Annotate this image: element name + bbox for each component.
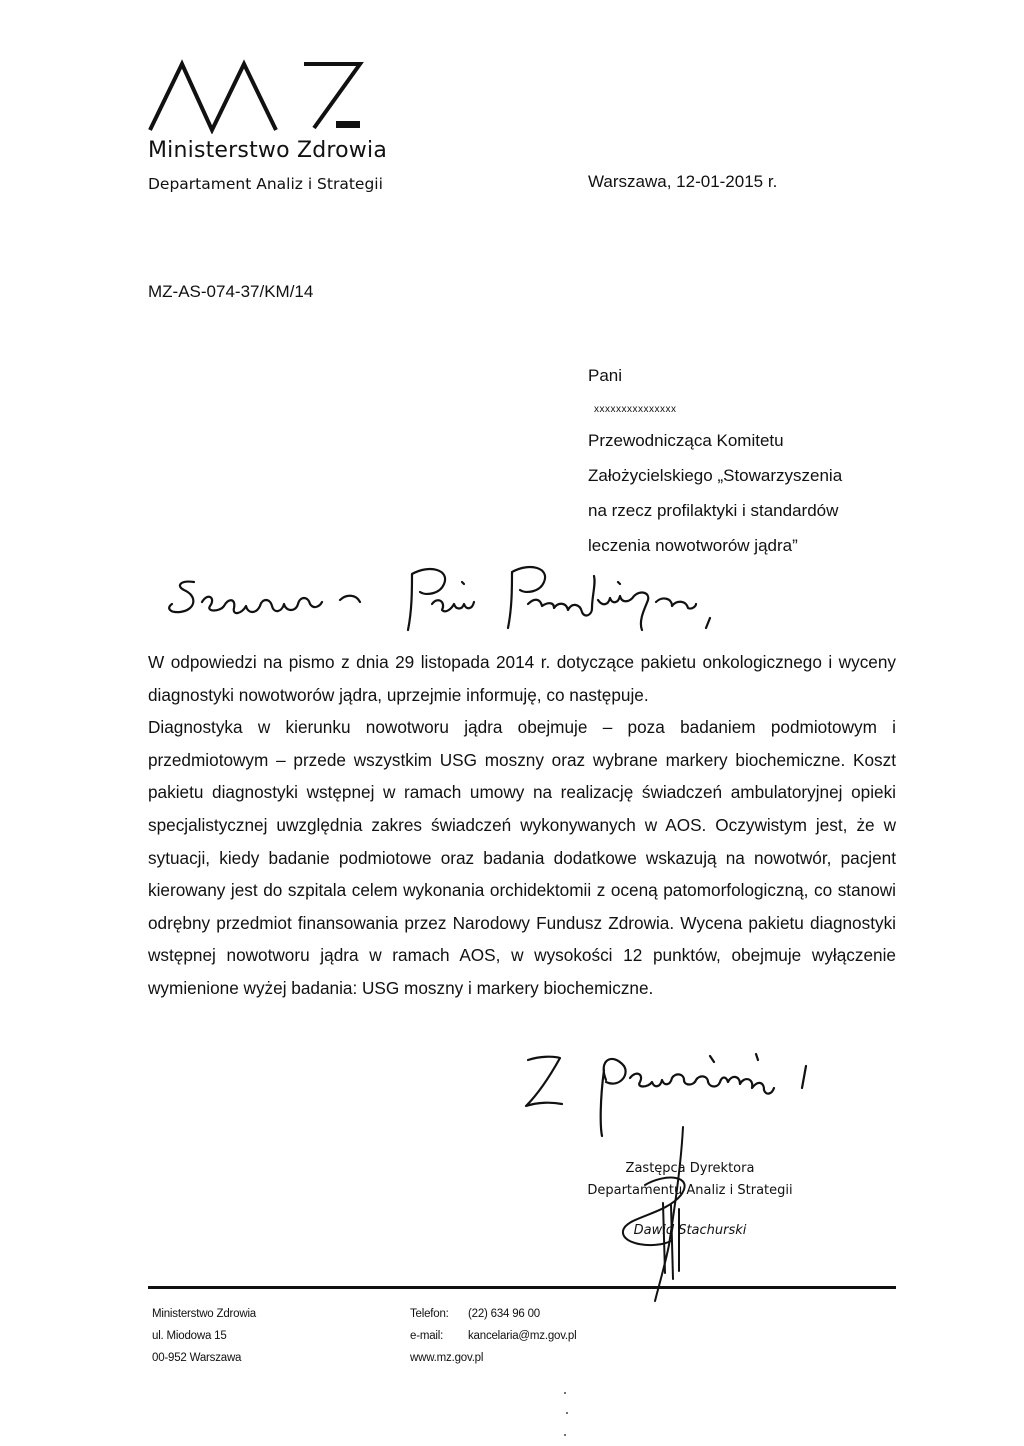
handwritten-salutation (150, 560, 790, 640)
ministry-logo (148, 58, 368, 134)
recipient-line: Przewodnicząca Komitetu (588, 431, 784, 450)
footer-street: ul. Miodowa 15 (152, 1330, 227, 1342)
body-paragraph-1: W odpowiedzi na pismo z dnia 29 listopada 2014 r. dotyczące pakietu onkologicznego i wyceny diagnostyki nowotworów jądra, uprzejmie informuję, co następuje. (148, 652, 896, 705)
signatory-name: Dawid Stachurski (633, 1223, 747, 1238)
reference-number: MZ-AS-074-37/KM/14 (148, 282, 314, 301)
recipient-line: Założycielskiego „Stowarzyszenia (588, 466, 843, 485)
ministry-name: Ministerstwo Zdrowia (148, 138, 387, 163)
letter-body (148, 646, 896, 1005)
email-label: e-mail: (410, 1330, 444, 1342)
phone-label: Telefon: (410, 1308, 449, 1320)
recipient-title: Pani (588, 366, 623, 385)
recipient-name-masked: xxxxxxxxxxxxxxx (594, 404, 677, 415)
scan-speck (564, 1392, 566, 1394)
footer-email-row (410, 1325, 576, 1347)
recipient-block (588, 358, 918, 563)
footer-contact (410, 1303, 576, 1369)
signature-block (560, 1158, 820, 1242)
department-name: Departament Analiz i Strategii (148, 175, 383, 193)
email-value[interactable]: kancelaria@mz.gov.pl (468, 1330, 577, 1342)
letter-date: Warszawa, 12-01-2015 r. (588, 172, 778, 191)
recipient-line: na rzecz profilaktyki i standardów (588, 501, 839, 520)
scan-speck (566, 1412, 568, 1414)
footer-address (152, 1303, 256, 1369)
signatory-department: Departamentu Analiz i Strategii (587, 1183, 793, 1198)
website-link[interactable]: www.mz.gov.pl (410, 1352, 484, 1364)
signatory-title: Zastępca Dyrektora (625, 1161, 755, 1176)
body-paragraph-2: Diagnostyka w kierunku nowotworu jądra obejmuje – poza badaniem podmiotowym i przedmiotowym – przede wszystkim USG moszny oraz wybrane markery biochemiczne. Koszt pakietu diagnostyki wstępnej w ramach umowy na realizację świadczeń ambulatoryjnej opieki specjalistycznej uwzględnia zakres świadczeń wykonywanych w AOS. Oczywistym jest, że w sytuacji, kiedy badanie podmiotowe oraz badania dodatkowe wskazują na nowotwór, pacjent kierowany jest do szpitala celem wykonania orchidektomii z oceną patomorfologiczną, co stanowi odrębny przedmiot finansowania przez Narodowy Fundusz Zdrowia. Wycena pakietu diagnostyki wstępnej nowotworu jądra w ramach AOS, w wysokości 12 punktów, obejmuje wyłączenie wymienione wyżej badania: USG moszny i markery biochemiczne. (148, 717, 896, 998)
footer-phone-row (410, 1303, 576, 1325)
footer-city: 00-952 Warszawa (152, 1352, 242, 1364)
scan-speck (564, 1434, 566, 1436)
recipient-line: leczenia nowotworów jądra” (588, 536, 798, 555)
phone-value: (22) 634 96 00 (468, 1308, 541, 1320)
footer-divider (148, 1286, 896, 1289)
footer-ministry: Ministerstwo Zdrowia (152, 1308, 256, 1320)
